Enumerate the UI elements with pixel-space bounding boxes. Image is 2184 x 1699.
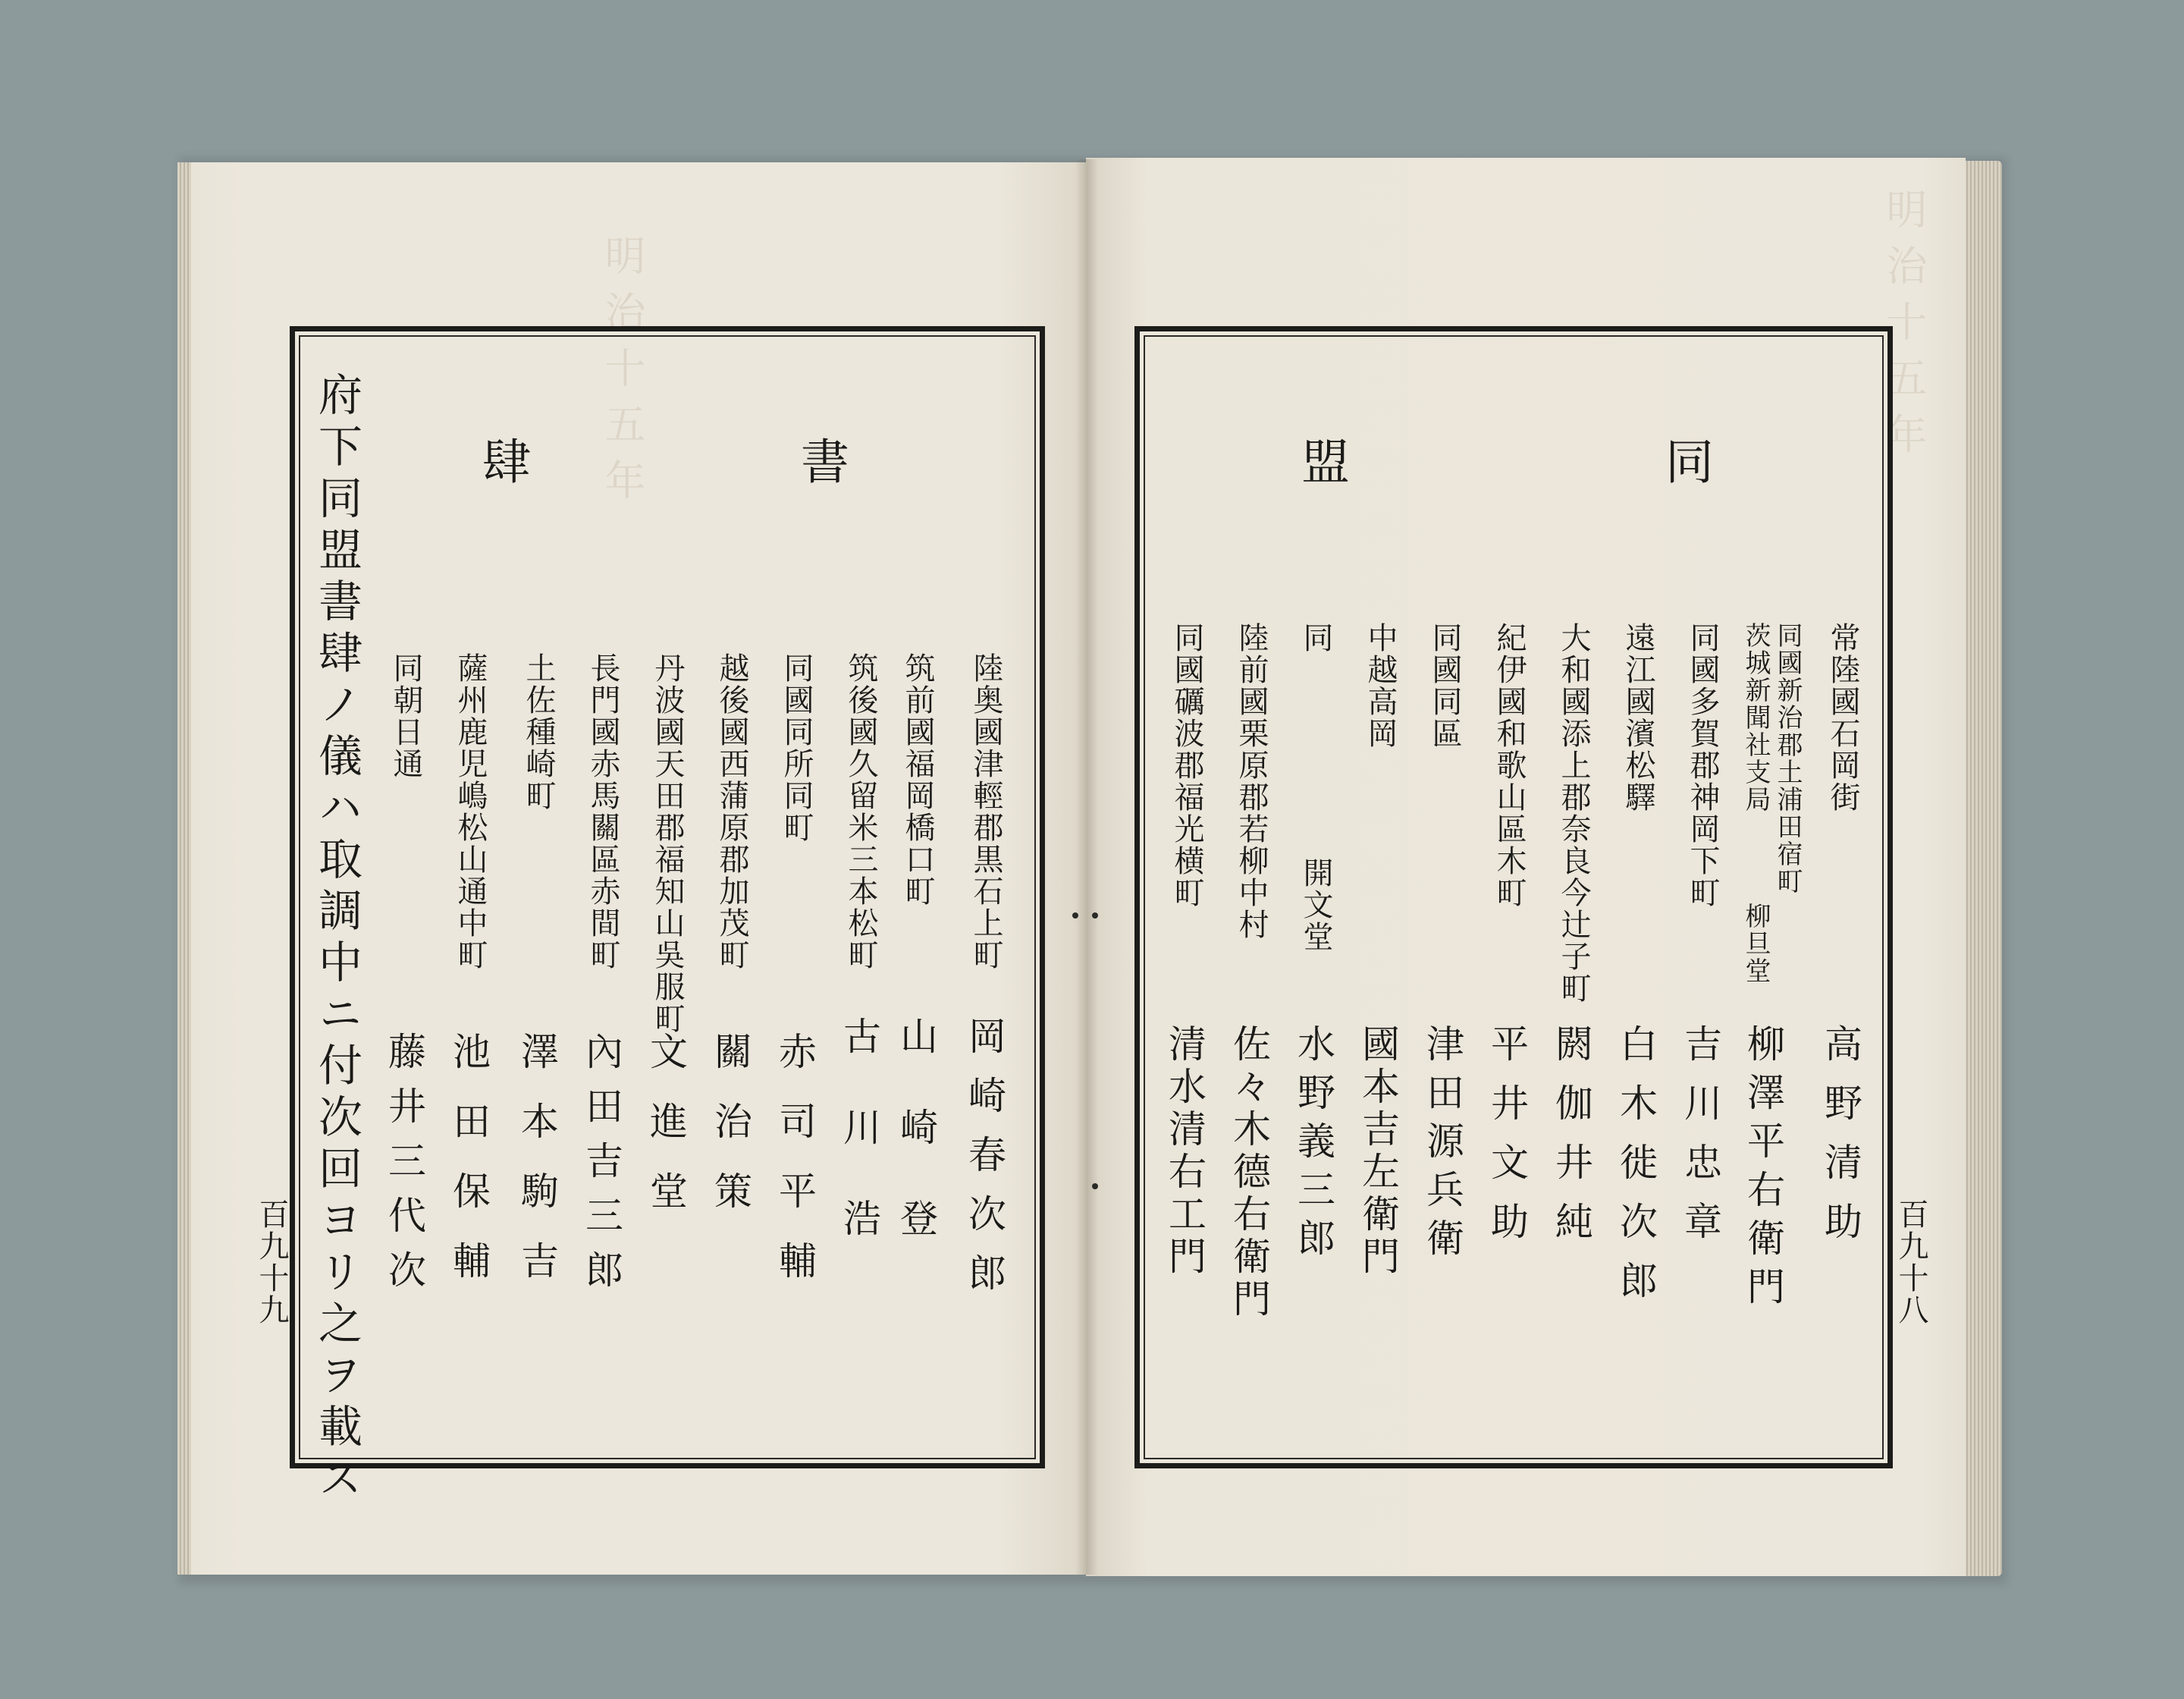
entry-note: 開文堂 (1298, 857, 1333, 953)
entry-address: 同 (1298, 622, 1333, 654)
entry-address: 陸前國栗原郡若柳中村 (1234, 622, 1269, 941)
entry-address: 同國同所同町 (779, 652, 814, 843)
entry-name: 古川浩 (837, 1016, 881, 1289)
entry-address: 同國同區 (1427, 622, 1462, 749)
entry-address: 同國新治郡土浦田宿町 (1772, 622, 1803, 895)
entry-name: 山崎登 (894, 1016, 938, 1289)
entry-address: 同國礪波郡福光横町 (1169, 622, 1204, 909)
entry-address: 丹波國天田郡福知山吳服町 (650, 652, 685, 1035)
entry-name: 國本吉左衛門 (1356, 1024, 1400, 1279)
entry-name: 藤井三代次 (382, 1032, 426, 1305)
entry-name: 白木徙次郎 (1614, 1024, 1658, 1320)
entry-name: 岡崎春次郎 (962, 1016, 1006, 1312)
entry-note: 柳旦堂 (1740, 903, 1771, 985)
entry-name: 文進堂 (644, 1032, 688, 1241)
entry-name: 澤本駒吉 (515, 1032, 559, 1311)
heading-shi: 肆 (474, 436, 530, 485)
entry-address: 薩州鹿児嶋松山通中町 (453, 652, 488, 971)
entry-name: 吉川忠章 (1678, 1024, 1722, 1261)
entry-address: 長門國赤馬關區赤間町 (585, 652, 620, 971)
entry-address: 越後國西蒲原郡加茂町 (714, 652, 749, 971)
entry-name: 水野義三郎 (1291, 1024, 1335, 1267)
entry-name: 關治策 (708, 1032, 752, 1241)
entry-address: 土佐種崎町 (521, 652, 556, 812)
show-through-text-right: 明治十五年 (1880, 188, 1928, 469)
entry-address: 大和國添上郡奈良今辻子町 (1556, 622, 1591, 1004)
entry-name: 內田吉三郎 (579, 1032, 623, 1305)
binding-hole-1 (1072, 912, 1078, 919)
entry-name: 赤司平輔 (773, 1032, 817, 1311)
entry-address: 紀伊國和歌山區木町 (1492, 622, 1527, 909)
entry-name: 平井文助 (1485, 1024, 1529, 1261)
entry-name: 清水清右工門 (1163, 1024, 1207, 1279)
page-number-right: 百九十八 (1894, 1198, 1928, 1326)
entry-address: 同朝日通 (388, 652, 423, 780)
entry-address: 筑後國久留米三本松町 (843, 652, 878, 971)
entry-name: 津田源兵衛 (1420, 1024, 1464, 1267)
entry-address: 同國多賀郡神岡下町 (1685, 622, 1720, 909)
notice-text: 府下同盟書肆ノ儀ハ取調中ニ付次回ヨリ之ヲ載ス (311, 372, 362, 1506)
show-through-text: 明治十五年 (598, 234, 646, 515)
entry-address: 常陸國石岡街 (1825, 622, 1860, 813)
entry-address-secondary: 茨城新聞社支局 (1740, 622, 1771, 813)
heading-sho: 書 (792, 436, 849, 485)
entry-name: 柳澤平右衛門 (1741, 1024, 1785, 1315)
binding-hole-2 (1092, 912, 1098, 919)
entry-name: 池田保輔 (447, 1032, 491, 1311)
entry-address: 筑前國福岡橋口町 (900, 652, 935, 907)
entry-name: 佐々木德右衛門 (1227, 1024, 1271, 1321)
heading-do: 同 (1657, 436, 1713, 485)
entry-address: 中越高岡 (1363, 622, 1398, 749)
book-gutter (1075, 159, 1098, 1575)
page-number-left: 百九十九 (254, 1198, 289, 1326)
entry-address: 遠江國濱松驛 (1621, 622, 1655, 813)
entry-name: 高野清助 (1818, 1024, 1862, 1261)
entry-address: 陸奥國津輕郡黒石上町 (968, 652, 1003, 971)
heading-mei: 盟 (1293, 436, 1349, 485)
entry-name: 閼伽井純 (1549, 1024, 1593, 1261)
binding-hole-3 (1092, 1183, 1098, 1189)
